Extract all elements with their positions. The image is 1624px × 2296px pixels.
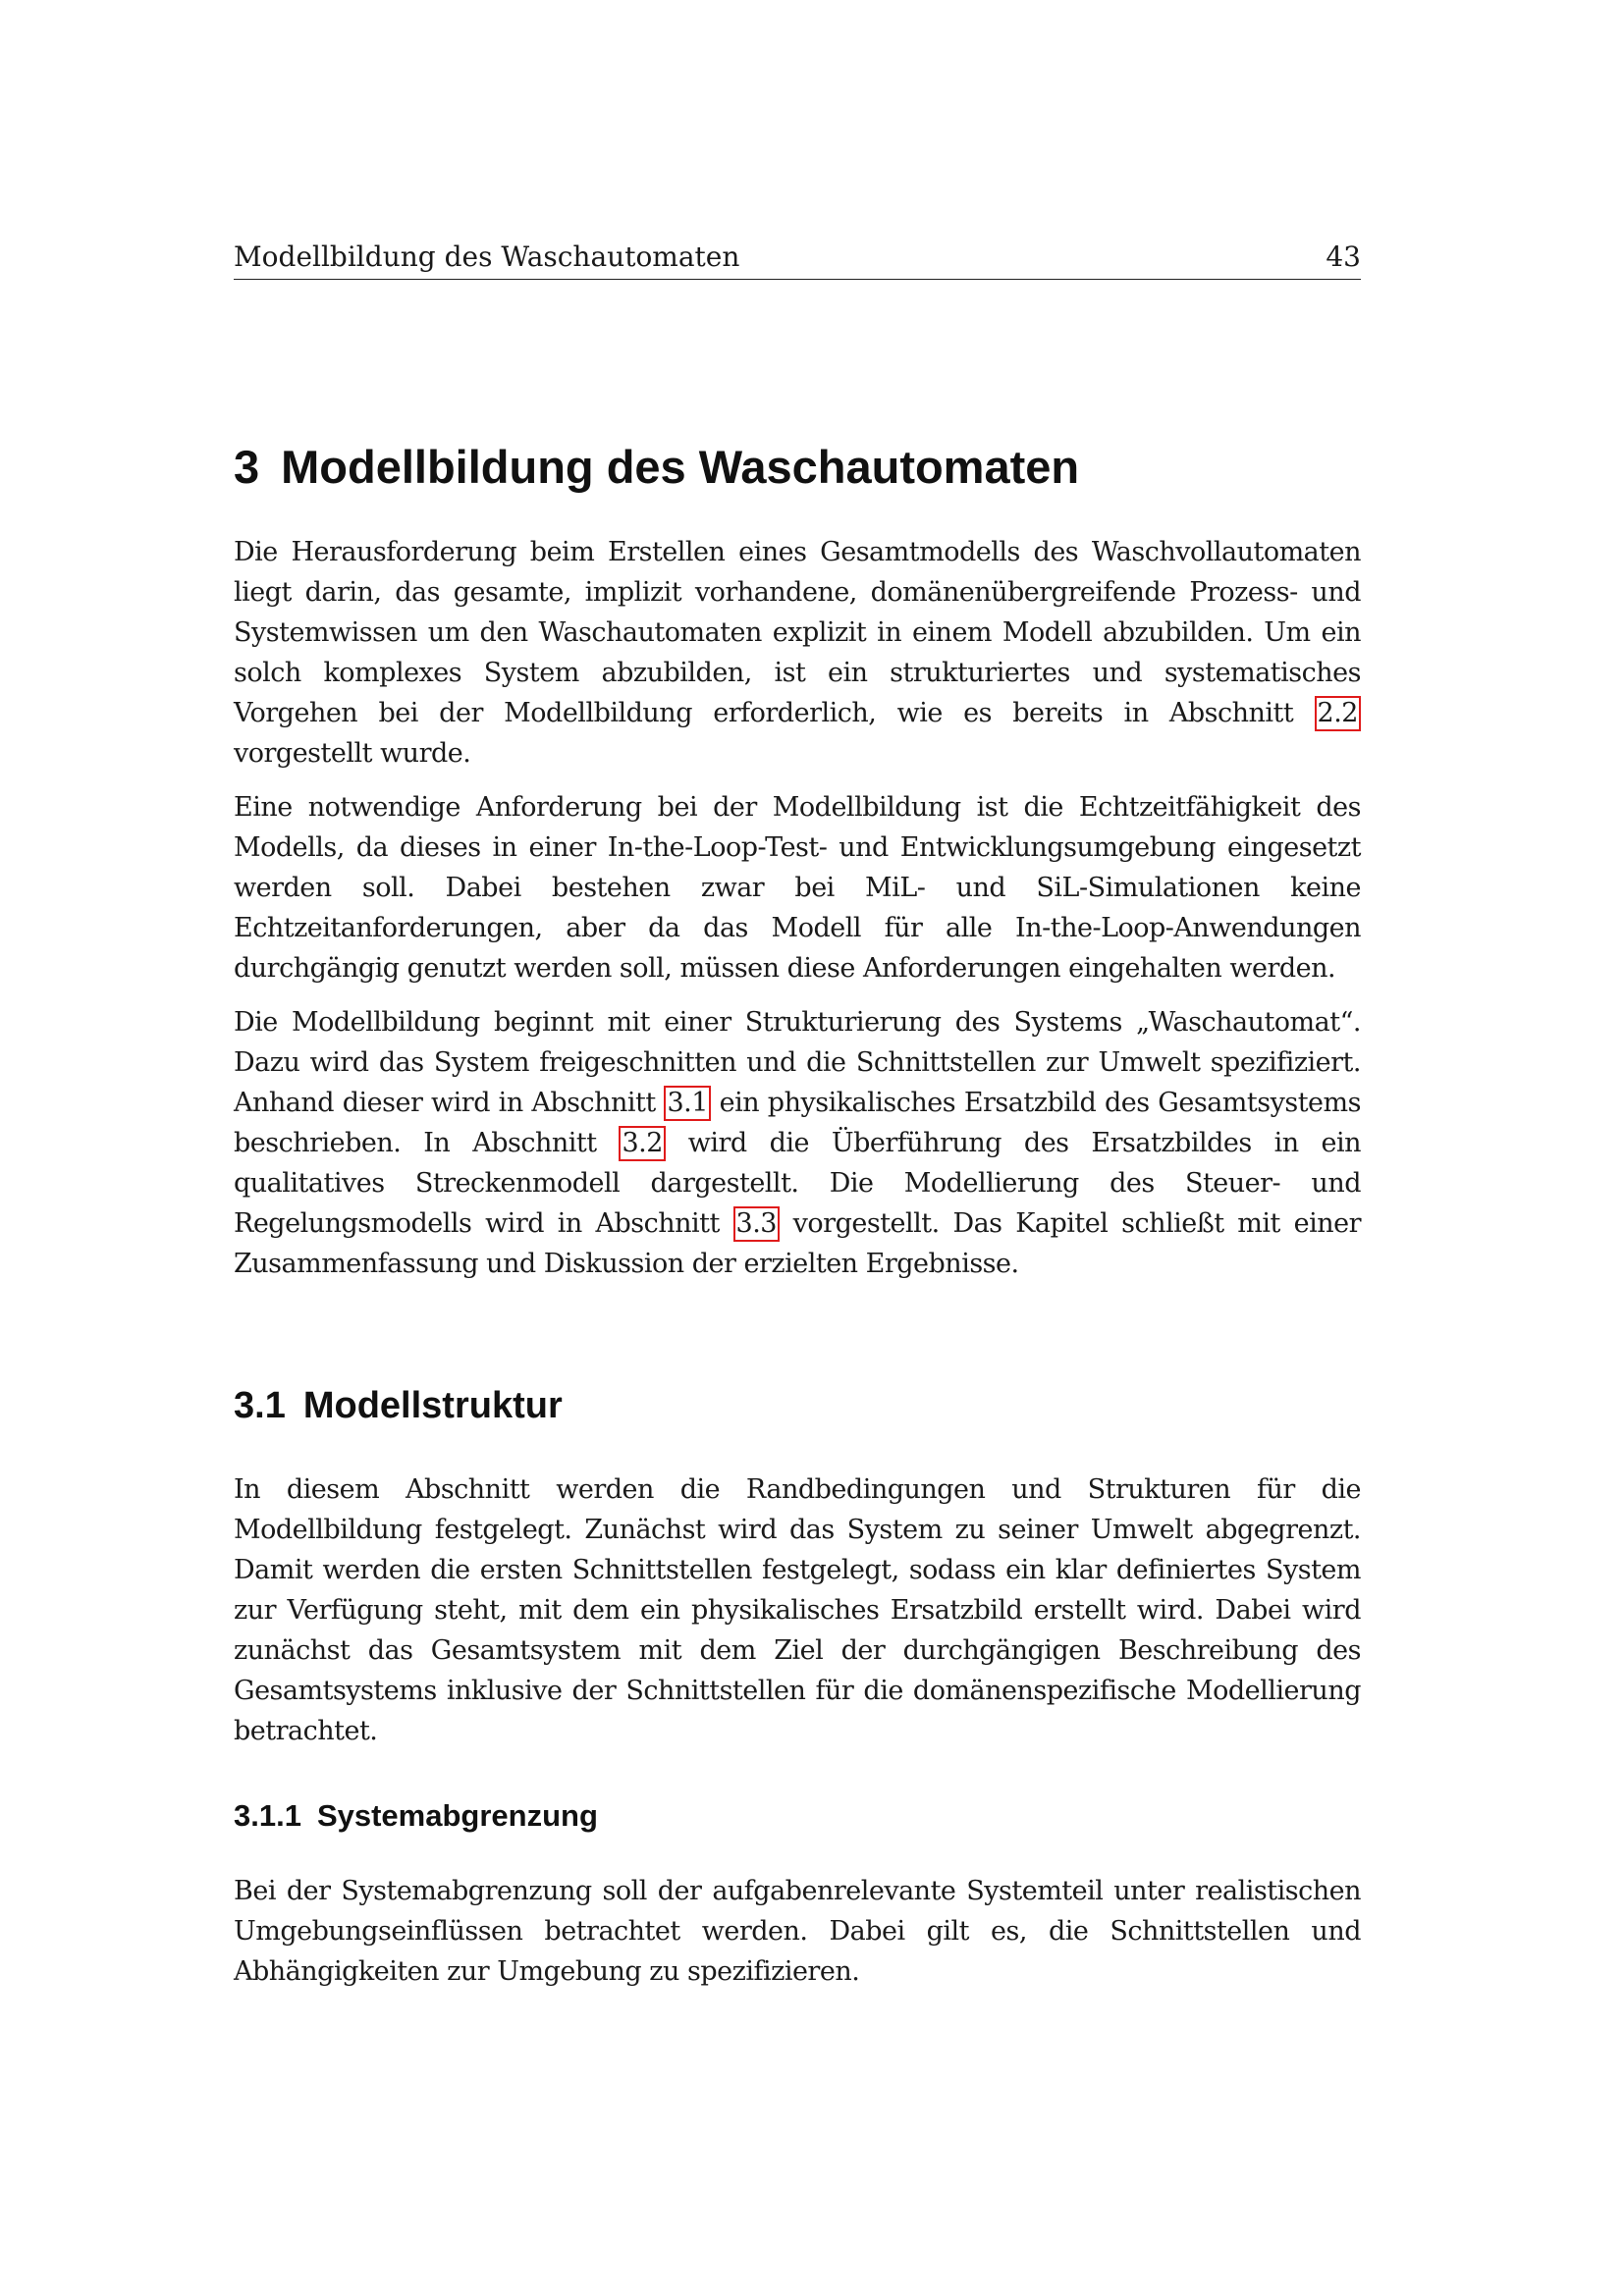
paragraph-subsection: Bei der Systemabgrenzung soll der aufgabenrelevante Systemteil unter realistischen Umgebungseinflüssen betrachtet werden. Dabei gilt es, die Schnittstellen und Abhängigkeiten zur Umgebung zu spezifizieren. [234, 1876, 1361, 1987]
paragraph-intro-1: Die Herausforderung beim Erstellen eines Gesamtmodells des Waschvollautomaten liegt darin, das gesamte, implizit vorhandene, domänenübergreifende Prozess- und Systemwissen um den Waschautomaten explizit in einem Modell abzubilden. Um ein solch komplexes System abzubilden, ist ein strukturiertes und systematisches Vorgehen bei der Modellbildung erforderlich, wie es bereits in Abschnitt 2.2 vorgestellt wurde. [234, 537, 1361, 769]
chapter-title: Modellbildung des Waschautomaten [281, 441, 1080, 493]
paragraph-intro-2: Eine notwendige Anforderung bei der Modellbildung ist die Echtzeitfähigkeit des Modells, da dieses in einer In-the-Loop-Test- und Entwicklungsumgebung eingesetzt werden soll. Dabei bestehen zwar bei MiL- und SiL-Simulationen keine Echtzeitanforderungen, aber da das Modell für alle In-the-Loop-Anwendungen durchgängig genutzt werden soll, müssen diese Anforderungen eingehalten werden. [234, 792, 1361, 984]
section-number: 3.1 [234, 1385, 286, 1426]
cross-reference-link[interactable]: 3.1 [664, 1086, 710, 1121]
running-title: Modellbildung des Waschautomaten [234, 240, 740, 273]
cross-reference-link[interactable]: 2.2 [1315, 696, 1361, 731]
section-body [234, 1469, 1361, 1751]
cross-reference-link[interactable]: 3.3 [733, 1206, 780, 1242]
chapter-number: 3 [234, 441, 260, 493]
chapter-intro [234, 532, 1361, 1284]
chapter-heading [234, 438, 1361, 497]
paragraph-section: In diesem Abschnitt werden die Randbedingungen und Strukturen für die Modellbildung festgelegt. Zunächst wird das System zu seiner Umwelt abgegrenzt. Damit werden die ersten Schnittstellen festgelegt, sodass ein klar definiertes System zur Verfügung steht, mit dem ein physikalisches Ersatzbild erstellt wird. Dabei wird zunächst das Gesamtsystem mit dem Ziel der durchgängigen Beschreibung des Gesamtsystems inklusive der Schnittstellen für die domänenspezifische Modellierung betrachtet. [234, 1474, 1361, 1746]
subsection-body [234, 1871, 1361, 1992]
subsection-title: Systemabgrenzung [316, 1798, 598, 1833]
section-heading [234, 1382, 1361, 1429]
page-number: 43 [1326, 240, 1361, 273]
section-title: Modellstruktur [302, 1385, 563, 1426]
subsection-heading [234, 1796, 1361, 1836]
subsection-number: 3.1.1 [234, 1798, 301, 1833]
running-header [234, 240, 1361, 280]
paragraph-intro-3: Die Modellbildung beginnt mit einer Strukturierung des Systems „Waschautomat“. Dazu wird das System freigeschnitten und die Schnittstellen zur Umwelt spezifiziert. Anhand dieser wird in Abschnitt 3.1 ein physikalisches Ersatzbild des Gesamtsystems beschrieben. In Abschnitt 3.2 wird die Überführung des Ersatzbildes in ein qualitatives Streckenmodell dargestellt. Die Modellierung des Steuer- und Regelungsmodells wird in Abschnitt 3.3 vorgestellt. Das Kapitel schließt mit einer Zusammenfassung und Diskussion der erzielten Ergebnisse. [234, 1007, 1362, 1279]
cross-reference-link[interactable]: 3.2 [619, 1126, 665, 1161]
